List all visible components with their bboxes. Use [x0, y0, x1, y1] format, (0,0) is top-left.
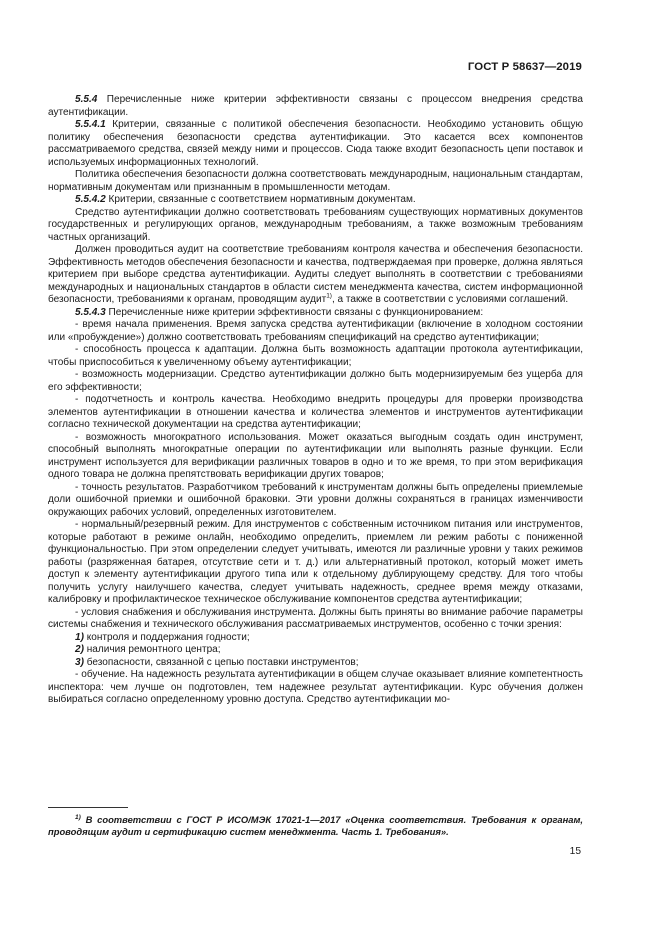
paragraph: [48, 169, 583, 194]
paragraph-text: Критерии, связанные с политикой обеспечения безопасности. Необходимо установить общую политику обеспечения безопасности средства аутентификации. Это касается всех компонентов рассматриваемого средства, связей между ними и процессов. Сюда также входит безопасность цепи поставок и используемых информационных технологий.: [48, 119, 584, 168]
clause-number: 5.5.4.3: [75, 306, 106, 318]
paragraph-text: Перечисленные ниже критерии эффективности связаны с процессом внедрения средства аутентификации.: [48, 94, 583, 118]
paragraph: [48, 607, 583, 632]
footnote-marker: 1): [75, 813, 81, 821]
clause-number: 5.5.4.1: [75, 119, 106, 130]
paragraph: [48, 369, 583, 394]
paragraph: [48, 394, 583, 432]
paragraph: [48, 519, 583, 607]
paragraph: [48, 119, 583, 169]
paragraph-text: - время начала применения. Время запуска средства аутентификации (включение в холодном состоянии или «пробуждение») должно соответствовать требованиям спецификаций на средство аутентификации;: [48, 319, 583, 343]
paragraph-text: - подотчетность и контроль качества. Необходимо внедрить процедуры для проверки производства элементов аутентификации в отношении качества и количества элементов и инструментов аутентификации согласно технической документации на средства аутентификации;: [48, 394, 583, 430]
clause-number: 5.5.4: [75, 94, 98, 105]
paragraph-text: Средство аутентификации должно соответствовать требованиям существующих нормативных документов государственных и регулирующих органов, международным требованиям, а также возможным требованиям частных организаций.: [48, 206, 583, 243]
paragraph: [48, 344, 583, 369]
paragraph-text: - нормальный/резервный режим. Для инструментов с собственным источником питания или инструментов, которые работают в режиме онлайн, необходимо определить, приемлем ли режим работы с пониженной функциональностью. При этом определении следует учитывать, имеются ли различные уровни у таких режимов работы (разряженная батарея, отсутствие сети и т. д.) или альтернативный протокол, который может иметь доступ к элементу аутентификации другого типа или к отдельному дублирующему средству. Для того чтобы получить услугу наилучшего качества, следует учитывать надежность, среднее время между отказами, калибровку и профилактическое техническое обслуживание компонентов средства аутентификации;: [48, 519, 583, 605]
paragraph: [48, 194, 583, 207]
footnote-separator: [48, 807, 128, 808]
paragraph: [48, 432, 583, 482]
footnote: [48, 814, 583, 838]
paragraph-text: - обучение. На надежность результата аутентификации в общем случае оказывает влияние компетентность инспектора: чем лучше он подготовлен, тем надежнее результат аутентификации. Курс обучения должен выбираться согласно определенному уровню доступа. Средство аутентификации мо-: [48, 669, 583, 705]
paragraph-text: безопасности, связанной с цепью поставки инструментов;: [86, 656, 359, 668]
paragraph-text: - точность результатов. Разработчиком требований к инструментам должны быть определены приемлемые доли ошибочной приемки и ошибочной браковки. Эти уровни должны сохраняться в границах изменчивости окружающих рабочих условий, определенных изготовителем.: [48, 481, 583, 518]
paragraph-text: Перечисленные ниже критерии эффективности связаны с функционированием:: [108, 306, 484, 318]
paragraph: [48, 94, 583, 119]
paragraph-text: Критерии, связанные с соответствием нормативным документам.: [108, 194, 416, 205]
footnote-reference: 1): [326, 292, 332, 300]
body-text: [48, 94, 583, 707]
paragraph-text-tail: , а также в соответствии с условиями соглашений.: [331, 294, 569, 305]
paragraph: [48, 657, 583, 670]
paragraph: [48, 244, 583, 307]
paragraph: [48, 669, 583, 707]
footnote-text: В соответствии с ГОСТ Р ИСО/МЭК 17021-1—2017 «Оценка соответствия. Требования к органам, проводящим аудит и сертификацию систем менеджмента. Часть 1. Требования».: [48, 814, 583, 838]
paragraph: [48, 319, 583, 344]
paragraph-text: - способность процесса к адаптации. Должна быть возможность адаптации протокола аутентификации, чтобы приспособиться к увеличенному объему аутентификации;: [48, 344, 583, 368]
paragraph-text: - условия снабжения и обслуживания инструмента. Должны быть приняты во внимание рабочие параметры системы снабжения и технического обслуживания рассматриваемых инструментов, особенно с точки зрения:: [48, 606, 583, 630]
paragraph-text: Политика обеспечения безопасности должна соответствовать международным, национальным стандартам, нормативным документам или признанным в промышленности методам.: [48, 169, 583, 193]
paragraph: [48, 207, 583, 245]
paragraph-text: - возможность модернизации. Средство аутентификации должно быть модернизируемым без ущерба для его эффективности;: [48, 369, 583, 393]
standard-designation: ГОСТ Р 58637—2019: [467, 61, 582, 73]
clause-number: 5.5.4.2: [75, 194, 106, 205]
paragraph-text: - возможность многократного использования. Может оказаться выгодным создать один инструмент, способный выполнять многократные операции по аутентификации или выполнять разные функции. Если инструмент используется для верификации различных товаров в одно и то же время, то при этом верификация одного товара не должна препятствовать верификации других товаров;: [48, 431, 583, 480]
paragraph: [48, 482, 583, 520]
page-number: 15: [569, 846, 581, 857]
list-enumerator: 2): [75, 644, 84, 655]
paragraph: [48, 307, 583, 320]
paragraph-text: наличия ремонтного центра;: [86, 644, 221, 655]
paragraph-text: контроля и поддержания годности;: [86, 631, 250, 643]
paragraph-text: Должен проводиться аудит на соответствие требованиям контроля качества и обеспечения безопасности. Эффективность методов обеспечения безопасности и качества, подтверждаемая при проверке, должна являться критерием при выборе средства аутентификации. Аудиты следует выполнять в соответствии с требованиями международных и национальных стандартов в области систем менеджмента качества, систем информационной безопасности, требованиями к органам, проводящим аудит: [48, 244, 583, 305]
list-enumerator: 3): [75, 656, 84, 668]
paragraph: [48, 644, 583, 657]
list-enumerator: 1): [75, 631, 84, 643]
paragraph: [48, 632, 583, 645]
